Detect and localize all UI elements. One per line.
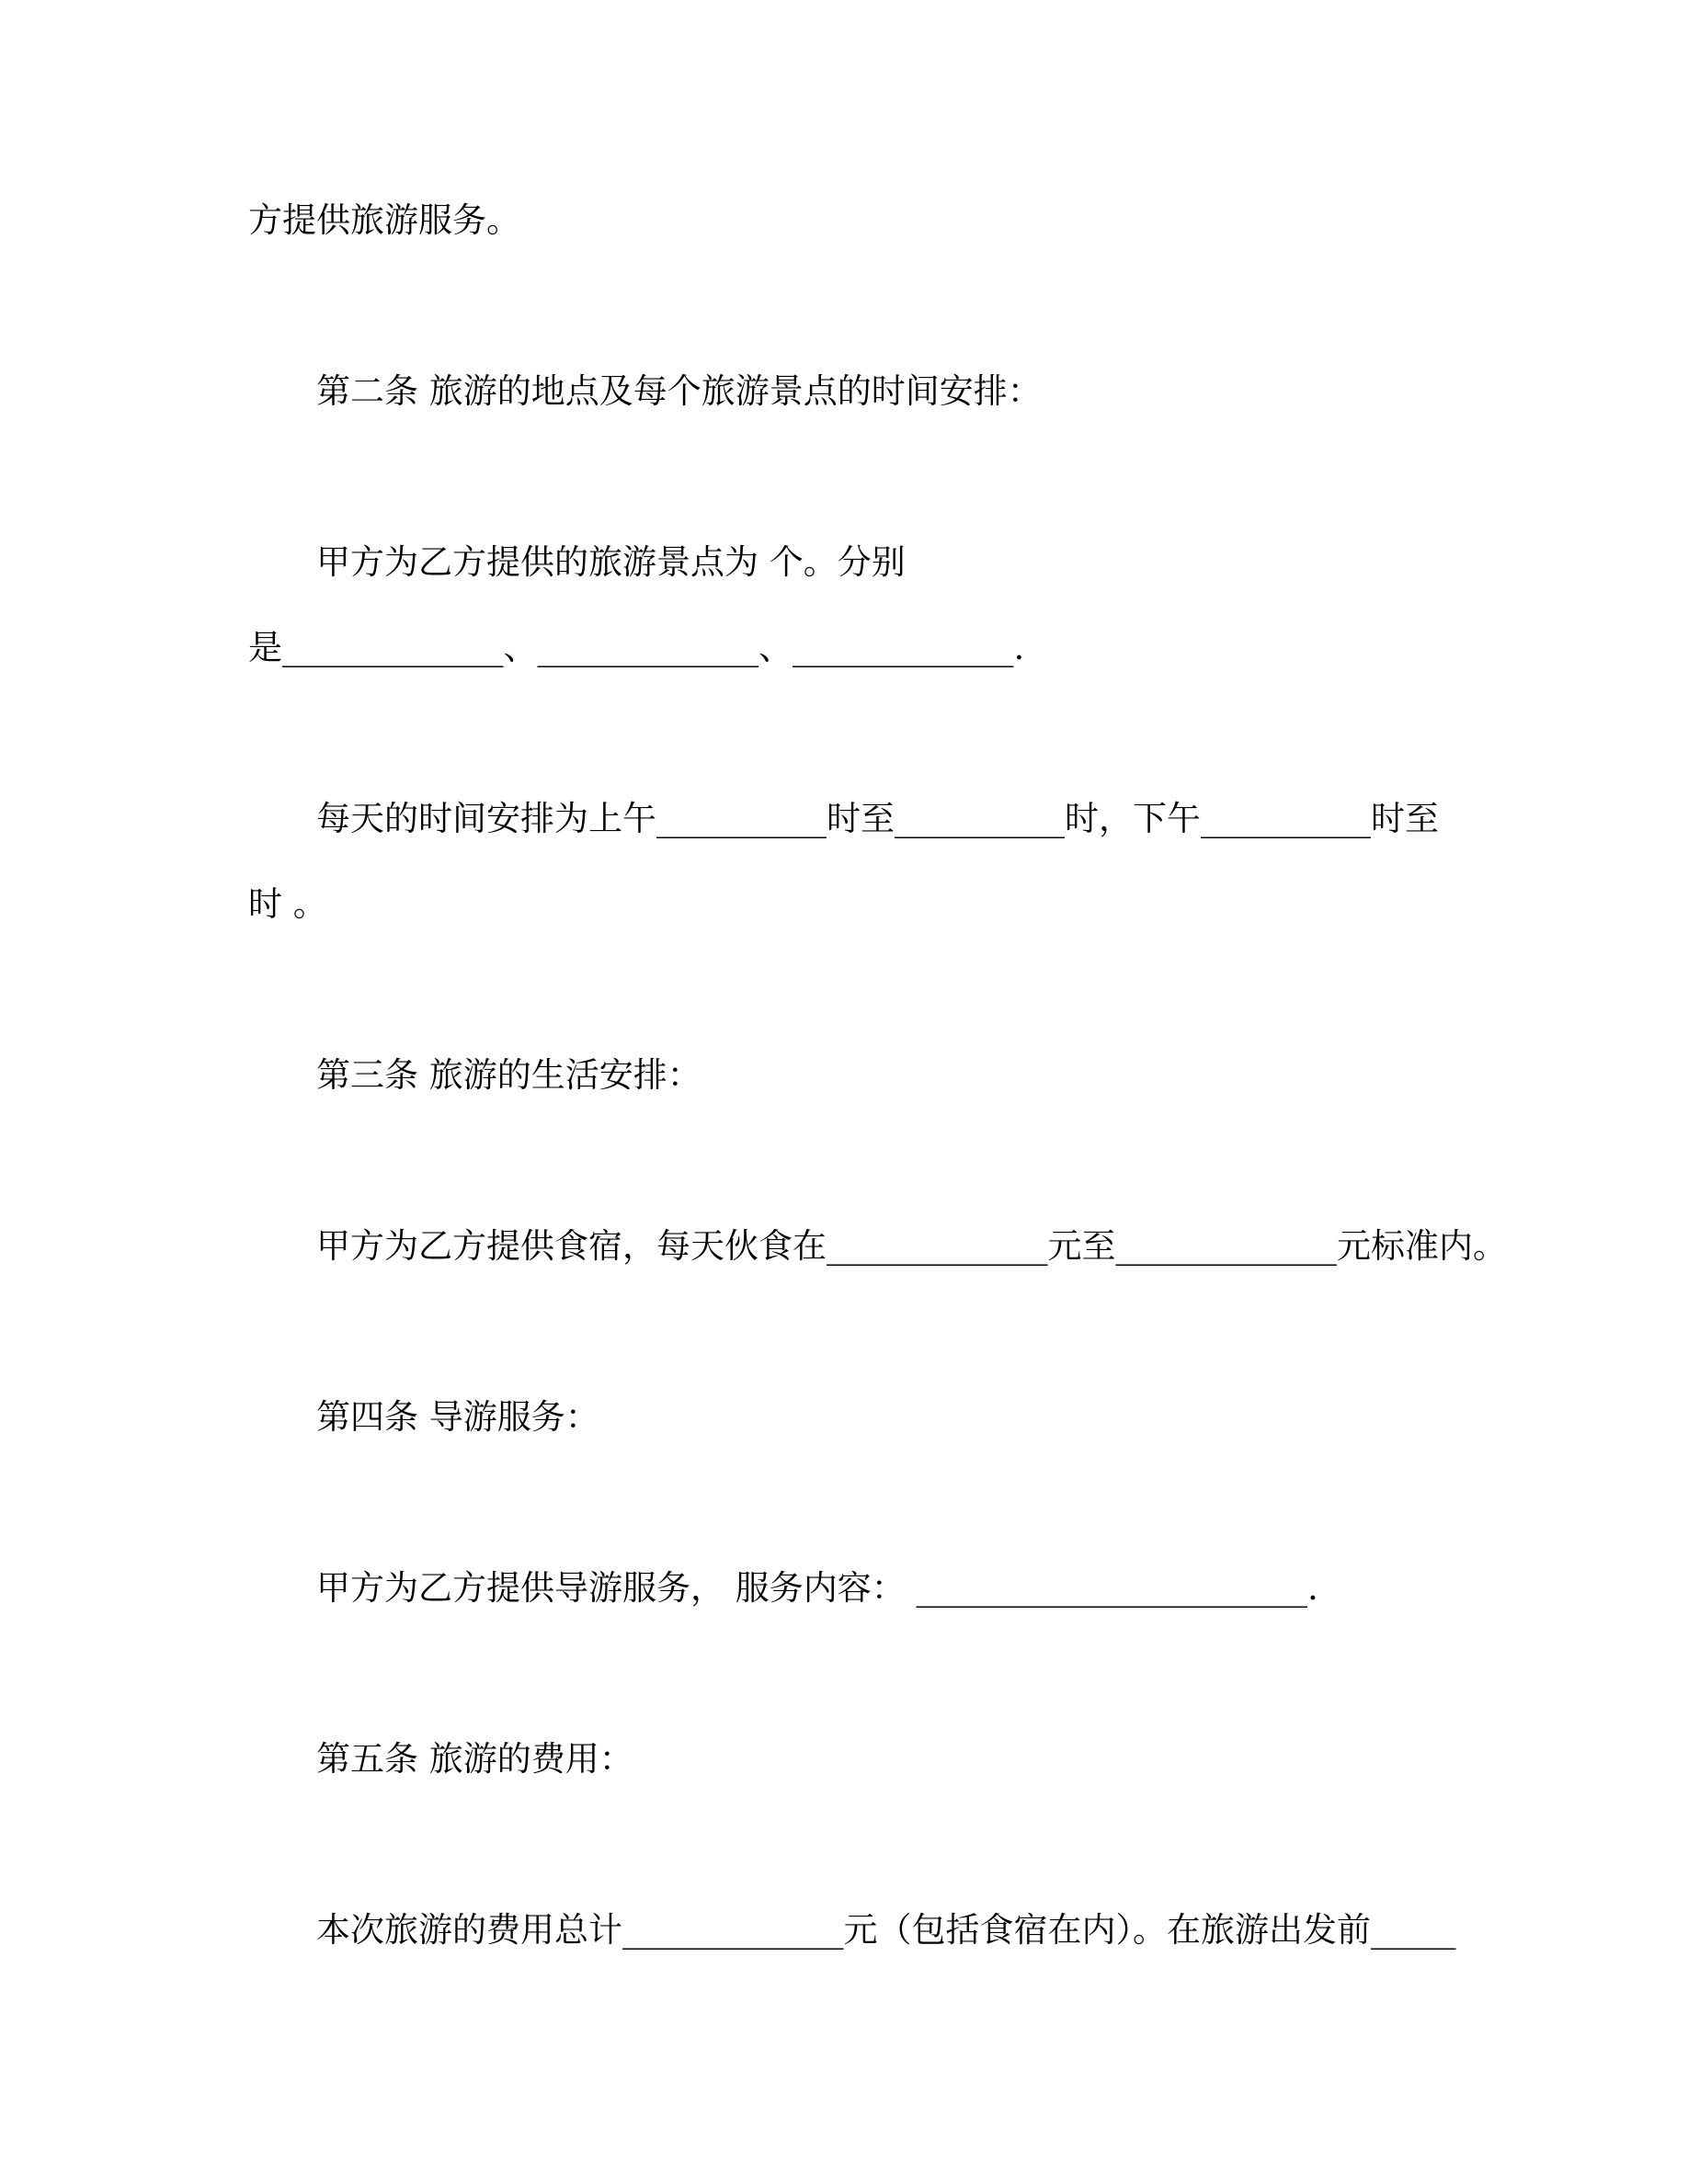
clause-2-daily-schedule-line-2: 时 。: [248, 884, 327, 924]
clause-2-heading: 第二条 旅游的地点及每个旅游景点的时间安排：: [316, 371, 1042, 411]
clause-5-total-fee-line: 本次旅游的费用总计_____________元（包括食宿在内）。在旅游出发前_____: [316, 1910, 1456, 1950]
clause-2-attractions-line-1: 甲方为乙方提供的旅游景点为 个。分别: [316, 542, 906, 582]
clause-4-heading: 第四条 导游服务：: [316, 1397, 599, 1437]
clause-2-attractions-blanks-line: 是_____________、_____________、_____________.: [248, 628, 1025, 667]
clause-4-guide-service-line: 甲方为乙方提供导游服务， 服务内容： _______________________.: [316, 1568, 1318, 1608]
clause-3-board-lodging-line: 甲方为乙方提供食宿，每天伙食在_____________元至_____________元标准内。: [316, 1226, 1507, 1266]
clause-2-daily-schedule-line-1: 每天的时间安排为上午__________时至__________时，下午__________时至: [316, 799, 1439, 838]
clause-3-heading: 第三条 旅游的生活安排：: [316, 1055, 701, 1095]
clause-5-heading: 第五条 旅游的费用：: [316, 1739, 633, 1779]
continuation-line-provide-travel-services: 方提供旅游服务。: [248, 200, 520, 240]
